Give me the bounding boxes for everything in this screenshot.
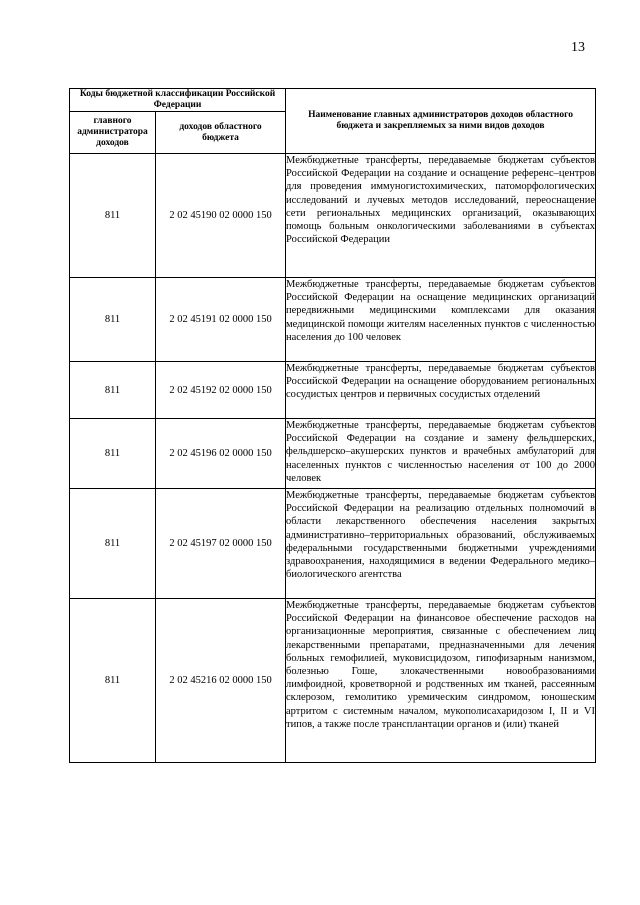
- table-row: [70, 154, 596, 278]
- income-code-cell: 2 02 45196 02 0000 150: [156, 419, 286, 489]
- admin-code-cell: 811: [70, 419, 156, 489]
- admin-code-cell: 811: [70, 489, 156, 599]
- admin-code-cell: 811: [70, 362, 156, 419]
- income-code-cell: 2 02 45197 02 0000 150: [156, 489, 286, 599]
- income-name-cell: Межбюджетные трансферты, передаваемые бюджетам субъектов Российской Федерации на реализацию отдельных полномочий в области лекарственного обеспечения населения закрытых административно–территориальных образований, обслуживаемых федеральными государственными бюджетными учреждениями здравоохранения, находящимися в ведении Федерального медико–биологического агентства: [286, 489, 596, 599]
- header-name: Наименование главных администраторов доходов областного бюджета и закрепляемых за ними видов доходов: [286, 89, 596, 154]
- header-admin-code: главного администратора доходов: [70, 112, 156, 154]
- header-codes-group: Коды бюджетной классификации Российской Федерации: [70, 89, 286, 112]
- table-row: [70, 489, 596, 599]
- income-code-cell: 2 02 45190 02 0000 150: [156, 154, 286, 278]
- page-number: 13: [571, 40, 585, 55]
- income-name-cell: Межбюджетные трансферты, передаваемые бюджетам субъектов Российской Федерации на оснащение медицинских организаций передвижными медицинскими комплексами для оказания медицинской помощи жителям населенных пунктов с численностью населения до 100 человек: [286, 278, 596, 362]
- admin-code-cell: 811: [70, 154, 156, 278]
- admin-code-cell: 811: [70, 599, 156, 763]
- budget-classification-table: [69, 88, 596, 763]
- table-row: [70, 362, 596, 419]
- table-row: [70, 599, 596, 763]
- income-code-cell: 2 02 45191 02 0000 150: [156, 278, 286, 362]
- income-name-cell: Межбюджетные трансферты, передаваемые бюджетам субъектов Российской Федерации на создание и замену фельдшерских, фельдшерско–акушерских пунктов и врачебных амбулаторий для населенных пунктов с численностью населения от 100 до 2000 человек: [286, 419, 596, 489]
- income-name-cell: Межбюджетные трансферты, передаваемые бюджетам субъектов Российской Федерации на оснащение оборудованием региональных сосудистых центров и первичных сосудистых отделений: [286, 362, 596, 419]
- header-income-code: доходов областного бюджета: [156, 112, 286, 154]
- table-row: [70, 419, 596, 489]
- income-code-cell: 2 02 45216 02 0000 150: [156, 599, 286, 763]
- income-code-cell: 2 02 45192 02 0000 150: [156, 362, 286, 419]
- table-row: [70, 278, 596, 362]
- admin-code-cell: 811: [70, 278, 156, 362]
- income-name-cell: Межбюджетные трансферты, передаваемые бюджетам субъектов Российской Федерации на создание и оснащение референс–центров для проведения иммуногистохимических, патоморфологических исследований и лучевых методов исследований, переоснащение сети региональных медицинских организаций, оказывающих помощь больным онкологическими заболеваниями в субъектах Российской Федерации: [286, 154, 596, 278]
- income-name-cell: Межбюджетные трансферты, передаваемые бюджетам субъектов Российской Федерации на финансовое обеспечение расходов на организационные мероприятия, связанные с обеспечением лиц лекарственными препаратами, предназначенными для лечения больных гемофилией, муковисцидозом, гипофизарным нанизмом, болезнью Гоше, злокачественными новообразованиями лимфоидной, кроветворной и родственных им тканей, рассеянным склерозом, гемолитико уремическим синдромом, юношеским артритом с системным началом, мукополисахаридозом I, II и VI типов, а также после трансплантации органов и (или) тканей: [286, 599, 596, 763]
